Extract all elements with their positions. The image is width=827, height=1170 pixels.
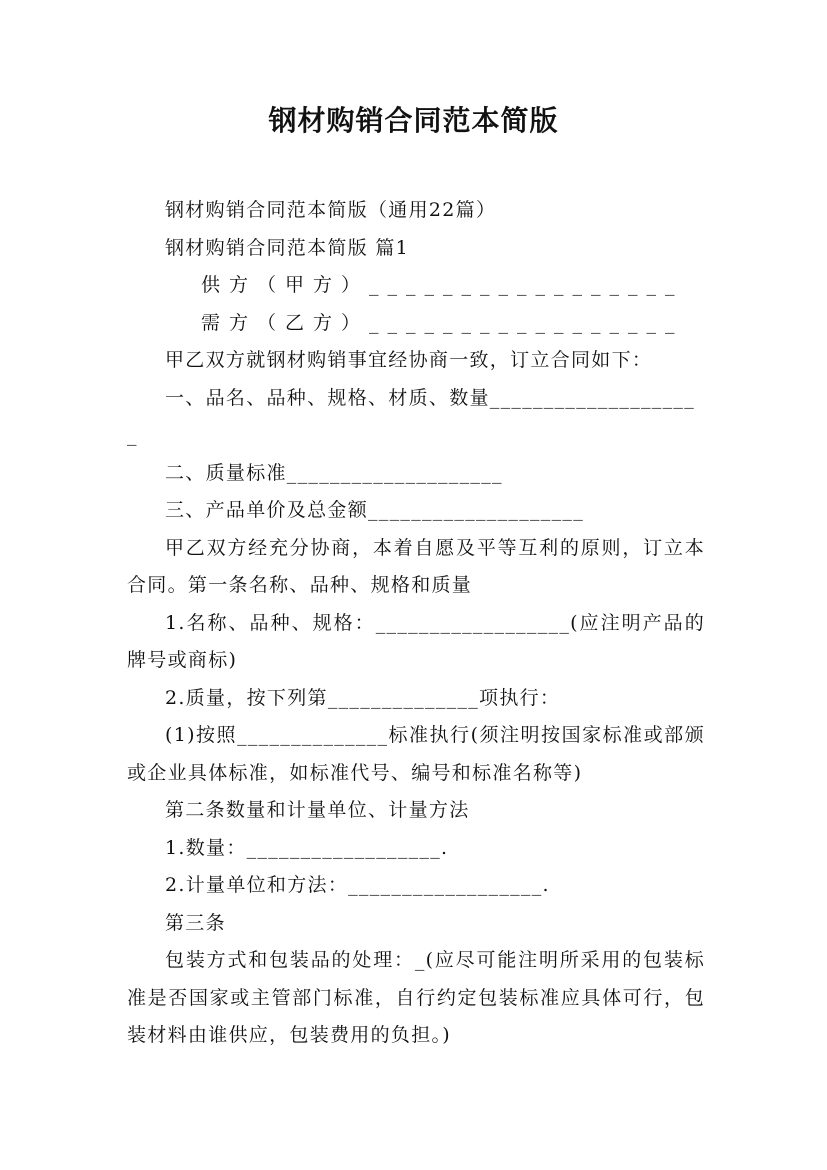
paragraph-unit-method: 2.计量单位和方法：__________________. bbox=[165, 874, 550, 896]
paragraph-item-three: 三、产品单价及总金额____________________ bbox=[165, 499, 585, 521]
paragraph-standard: (1)按照______________标准执行(须注明按国家标准或部颁或企业具体标准，如标准代号、编号和标准名称等) bbox=[127, 724, 705, 784]
paragraph-article-two: 第二条数量和计量单位、计量方法 bbox=[165, 799, 470, 821]
paragraph-quality: 2.质量，按下列第______________项执行： bbox=[165, 686, 561, 709]
paragraph-article-three: 第三条 bbox=[165, 911, 226, 934]
paragraph-name-spec: 1.名称、品种、规格：__________________(应注明产品的牌号或商标) bbox=[127, 611, 705, 671]
paragraph-parties: 供方（甲方）_________________ 需方（乙方）_________________ bbox=[201, 274, 684, 334]
document-title: 钢材购销合同范本简版 bbox=[268, 104, 559, 137]
document-body bbox=[127, 192, 705, 1055]
paragraph-chapter-heading: 钢材购销合同范本简版 篇1 bbox=[165, 236, 410, 259]
paragraph-agreement: 甲乙双方就钢材购销事宜经协商一致，订立合同如下： bbox=[165, 349, 653, 371]
paragraph-intro: 钢材购销合同范本简版（通用22篇） bbox=[165, 199, 497, 221]
paragraph-item-two: 二、质量标准____________________ bbox=[165, 461, 503, 484]
paragraph-item-one: 一、品名、品种、规格、材质、数量____________________ bbox=[127, 386, 696, 446]
paragraph-quantity: 1.数量：__________________. bbox=[165, 836, 449, 859]
paragraph-principles: 甲乙双方经充分协商，本着自愿及平等互利的原则，订立本合同。第一条名称、品种、规格和质量 bbox=[127, 536, 705, 596]
paragraph-packaging: 包装方式和包装品的处理：_(应尽可能注明所采用的包装标准是否国家或主管部门标准，自行约定包装标准应具体可行，包装材料由谁供应，包装费用的负担。) bbox=[127, 949, 705, 1046]
